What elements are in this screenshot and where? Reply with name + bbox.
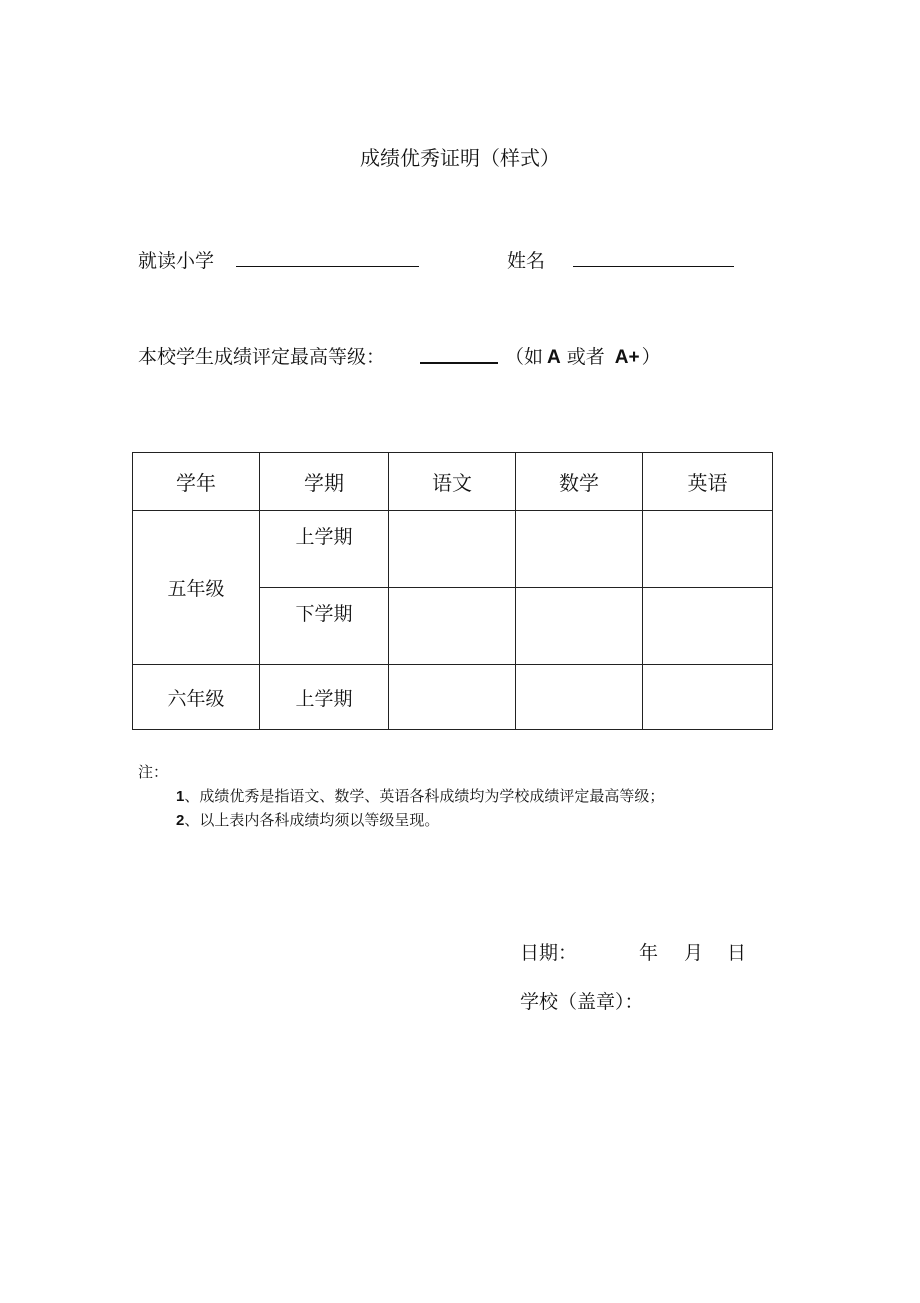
header-chinese: 语文 xyxy=(389,453,516,511)
grade-hint-or: 或者 xyxy=(566,346,605,368)
english-cell[interactable] xyxy=(643,511,773,588)
term-cell: 下学期 xyxy=(260,588,389,665)
note-number: 2 xyxy=(176,812,185,829)
grade-hint-prefix: （如 xyxy=(505,346,544,368)
chinese-cell[interactable] xyxy=(389,665,516,730)
grade-hint-suffix: ） xyxy=(641,346,661,368)
header-year: 学年 xyxy=(133,453,260,511)
english-cell[interactable] xyxy=(643,665,773,730)
header-math: 数学 xyxy=(516,453,643,511)
table-row xyxy=(133,665,773,730)
grade-label: 本校学生成绩评定最高等级： xyxy=(138,346,386,368)
page-title: 成绩优秀证明（样式） xyxy=(360,146,560,170)
chinese-cell[interactable] xyxy=(389,511,516,588)
math-cell[interactable] xyxy=(516,665,643,730)
date-label: 日期： xyxy=(520,942,578,964)
note-number: 1 xyxy=(176,788,185,805)
math-cell[interactable] xyxy=(516,588,643,665)
note-item-2 xyxy=(176,809,439,830)
school-blank[interactable] xyxy=(236,266,419,267)
grades-table xyxy=(132,452,773,730)
grade-hint xyxy=(505,342,661,369)
name-blank[interactable] xyxy=(573,266,734,267)
year-cell: 六年级 xyxy=(133,665,260,730)
english-cell[interactable] xyxy=(643,588,773,665)
table-header-row xyxy=(133,453,773,511)
math-cell[interactable] xyxy=(516,511,643,588)
chinese-cell[interactable] xyxy=(389,588,516,665)
month-label: 月 xyxy=(684,942,704,964)
term-cell: 上学期 xyxy=(260,511,389,588)
header-english: 英语 xyxy=(643,453,773,511)
term-cell: 上学期 xyxy=(260,665,389,730)
grade-hint-a: A xyxy=(547,347,561,368)
school-seal-label: 学校（盖章）： xyxy=(520,991,644,1013)
grade-hint-aplus: A+ xyxy=(614,347,640,368)
table-row xyxy=(133,511,773,588)
note-item-1 xyxy=(176,785,664,806)
day-label: 日 xyxy=(727,942,747,964)
year-cell: 五年级 xyxy=(133,511,260,665)
name-label: 姓名 xyxy=(507,250,546,272)
year-label: 年 xyxy=(639,942,659,964)
notes-label: 注： xyxy=(138,763,169,781)
grade-blank[interactable] xyxy=(420,362,498,364)
note-text: 、成绩优秀是指语文、数学、英语各科成绩均为学校成绩评定最高等级； xyxy=(184,787,665,805)
note-text: 、以上表内各科成绩均须以等级呈现。 xyxy=(184,811,440,829)
header-term: 学期 xyxy=(260,453,389,511)
school-label: 就读小学 xyxy=(138,250,215,272)
